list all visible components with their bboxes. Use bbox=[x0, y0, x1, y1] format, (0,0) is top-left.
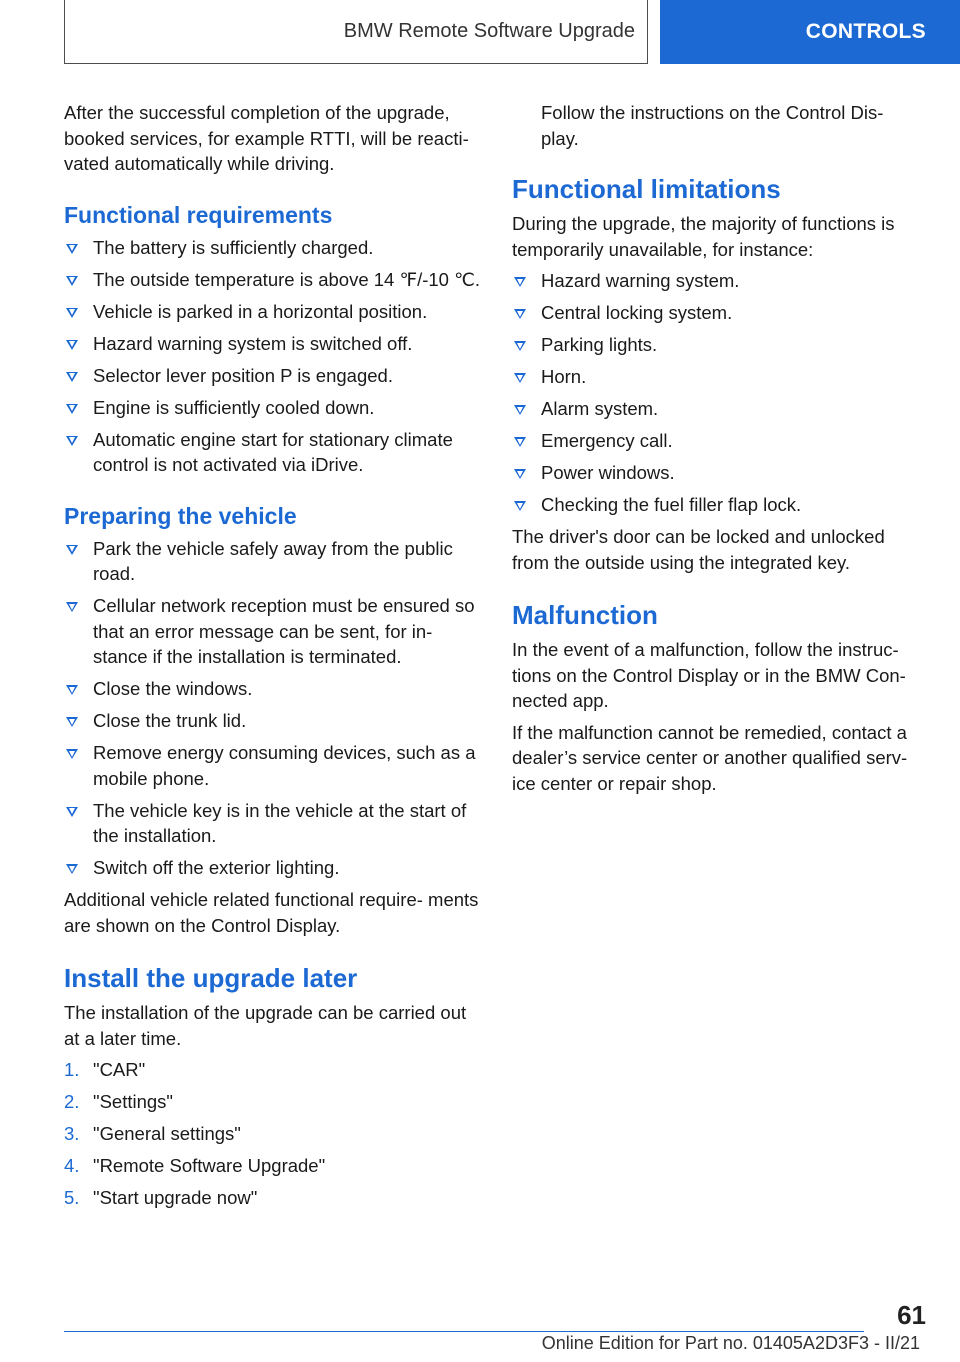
step-number: 2. bbox=[64, 1091, 80, 1112]
section-label: CONTROLS bbox=[805, 20, 926, 43]
triangle-bullet-icon bbox=[514, 501, 526, 511]
list-item bbox=[64, 676, 482, 702]
list-item-text: Automatic engine start for stationary climate control is not activated via iDrive. bbox=[93, 428, 453, 475]
install-later-heading: Install the upgrade later bbox=[64, 963, 358, 993]
step-item bbox=[64, 1089, 482, 1115]
footer-edition: Online Edition for Part no. 01405A2D3F3 - II/21 bbox=[541, 1333, 920, 1353]
intro-paragraph: After the successful completion of the upgrade, booked services, for example RTTI, will be reacti‐ vated automatically while driving. bbox=[64, 102, 469, 174]
list-item bbox=[512, 396, 926, 422]
follow-instructions-text: Follow the instructions on the Control Dis‐ play. bbox=[541, 102, 884, 149]
list-item bbox=[512, 428, 926, 454]
list-item bbox=[512, 268, 926, 294]
chapter-title: BMW Remote Software Upgrade bbox=[343, 20, 635, 42]
requirements-list bbox=[64, 235, 482, 478]
list-item bbox=[512, 332, 926, 358]
step-item bbox=[64, 1121, 482, 1147]
step-number: 3. bbox=[64, 1123, 80, 1144]
triangle-bullet-icon bbox=[514, 405, 526, 415]
list-item bbox=[64, 395, 482, 421]
list-item bbox=[64, 536, 482, 587]
step-number: 4. bbox=[64, 1155, 80, 1176]
triangle-bullet-icon bbox=[514, 277, 526, 287]
list-item-text: Hazard warning system is switched off. bbox=[93, 332, 413, 354]
triangle-bullet-icon bbox=[66, 372, 78, 382]
malfunction-heading: Malfunction bbox=[512, 600, 658, 630]
list-item-text: Vehicle is parked in a horizontal position. bbox=[93, 300, 428, 322]
triangle-bullet-icon bbox=[66, 807, 78, 817]
list-item-text: Alarm system. bbox=[541, 398, 659, 419]
limitations-list bbox=[512, 268, 926, 518]
triangle-bullet-icon bbox=[66, 244, 78, 254]
list-item bbox=[512, 364, 926, 390]
triangle-bullet-icon bbox=[66, 276, 78, 286]
limitations-intro: During the upgrade, the majority of functions is temporarily unavailable, for instance: bbox=[512, 213, 895, 260]
triangle-bullet-icon bbox=[514, 469, 526, 479]
list-item bbox=[512, 492, 926, 518]
list-item-text: Engine is sufficiently cooled down. bbox=[93, 396, 375, 418]
list-item bbox=[64, 798, 482, 849]
page-number: 61 bbox=[897, 1300, 926, 1330]
step-item bbox=[64, 1153, 482, 1179]
list-item-text: Parking lights. bbox=[541, 334, 658, 355]
list-item bbox=[64, 267, 482, 293]
step-item bbox=[64, 1057, 482, 1083]
triangle-bullet-icon bbox=[66, 404, 78, 414]
list-item bbox=[64, 740, 482, 791]
footer-divider bbox=[64, 1331, 864, 1332]
install-later-steps bbox=[64, 1057, 482, 1211]
list-item-text: The battery is sufficiently charged. bbox=[93, 236, 374, 258]
list-item-text: Selector lever position P is engaged. bbox=[93, 364, 393, 386]
list-item bbox=[64, 708, 482, 734]
triangle-bullet-icon bbox=[66, 308, 78, 318]
list-item bbox=[512, 460, 926, 486]
preparation-note: Additional vehicle related functional require‐ ments are shown on the Control Display. bbox=[64, 889, 479, 936]
list-item-text: The vehicle key is in the vehicle at the start of the installation. bbox=[93, 799, 467, 846]
list-item bbox=[64, 363, 482, 389]
triangle-bullet-icon bbox=[66, 545, 78, 555]
list-item bbox=[64, 593, 482, 670]
triangle-bullet-icon bbox=[66, 340, 78, 350]
section-tab[interactable] bbox=[660, 0, 960, 64]
preparation-list bbox=[64, 536, 482, 881]
list-item-text: Close the windows. bbox=[93, 678, 253, 699]
triangle-bullet-icon bbox=[66, 864, 78, 874]
list-item-text: Power windows. bbox=[541, 462, 675, 483]
list-item-text: Checking the fuel filler flap lock. bbox=[541, 494, 802, 515]
list-item bbox=[64, 235, 482, 261]
left-column bbox=[64, 100, 482, 1217]
triangle-bullet-icon bbox=[66, 717, 78, 727]
step-number: 1. bbox=[64, 1059, 80, 1080]
step-text: "Start upgrade now" bbox=[93, 1187, 258, 1208]
list-item-text: Park the vehicle safely away from the public road. bbox=[93, 537, 453, 584]
install-later-text: The installation of the upgrade can be carried out at a later time. bbox=[64, 1002, 467, 1049]
list-item bbox=[64, 427, 482, 478]
step-text: "CAR" bbox=[93, 1059, 146, 1080]
functional-requirements-heading: Functional requirements bbox=[64, 201, 333, 228]
list-item-text: The outside temperature is above 14 ℉/-10 ℃. bbox=[93, 268, 481, 290]
preparing-vehicle-heading: Preparing the vehicle bbox=[64, 502, 297, 529]
step-text: "Remote Software Upgrade" bbox=[93, 1155, 326, 1176]
list-item-text: Remove energy consuming devices, such as a mobile phone. bbox=[93, 742, 476, 789]
step-text: "Settings" bbox=[93, 1091, 173, 1112]
list-item bbox=[512, 300, 926, 326]
triangle-bullet-icon bbox=[514, 373, 526, 383]
malfunction-text-2: If the malfunction cannot be remedied, contact a dealer’s service center or another qualified serv‐ ice center or repair shop. bbox=[512, 721, 908, 794]
list-item-text: Emergency call. bbox=[541, 430, 673, 451]
list-item bbox=[64, 331, 482, 357]
list-item-text: Close the trunk lid. bbox=[93, 710, 247, 731]
step-number: 5. bbox=[64, 1187, 80, 1208]
list-item bbox=[64, 855, 482, 881]
list-item-text: Central locking system. bbox=[541, 302, 733, 323]
chapter-header bbox=[64, 0, 648, 64]
triangle-bullet-icon bbox=[66, 436, 78, 446]
malfunction-text-1: In the event of a malfunction, follow the instruc‐ tions on the Control Display or in the BMW Con‐ nected app. bbox=[512, 639, 906, 711]
step-text: "General settings" bbox=[93, 1123, 241, 1144]
triangle-bullet-icon bbox=[66, 685, 78, 695]
list-item bbox=[64, 299, 482, 325]
functional-limitations-heading: Functional limitations bbox=[512, 174, 781, 204]
triangle-bullet-icon bbox=[514, 341, 526, 351]
list-item-text: Horn. bbox=[541, 366, 587, 387]
limitations-note: The driver's door can be locked and unlocked from the outside using the integrated key. bbox=[512, 526, 885, 573]
list-item-text: Switch off the exterior lighting. bbox=[93, 857, 340, 878]
triangle-bullet-icon bbox=[66, 602, 78, 612]
right-column bbox=[512, 100, 926, 802]
triangle-bullet-icon bbox=[514, 309, 526, 319]
triangle-bullet-icon bbox=[66, 749, 78, 759]
list-item-text: Hazard warning system. bbox=[541, 270, 740, 291]
list-item-text: Cellular network reception must be ensured so that an error message can be sent, for in‐ stance if the installation is terminated. bbox=[93, 595, 475, 667]
step-item bbox=[64, 1185, 482, 1211]
triangle-bullet-icon bbox=[514, 437, 526, 447]
